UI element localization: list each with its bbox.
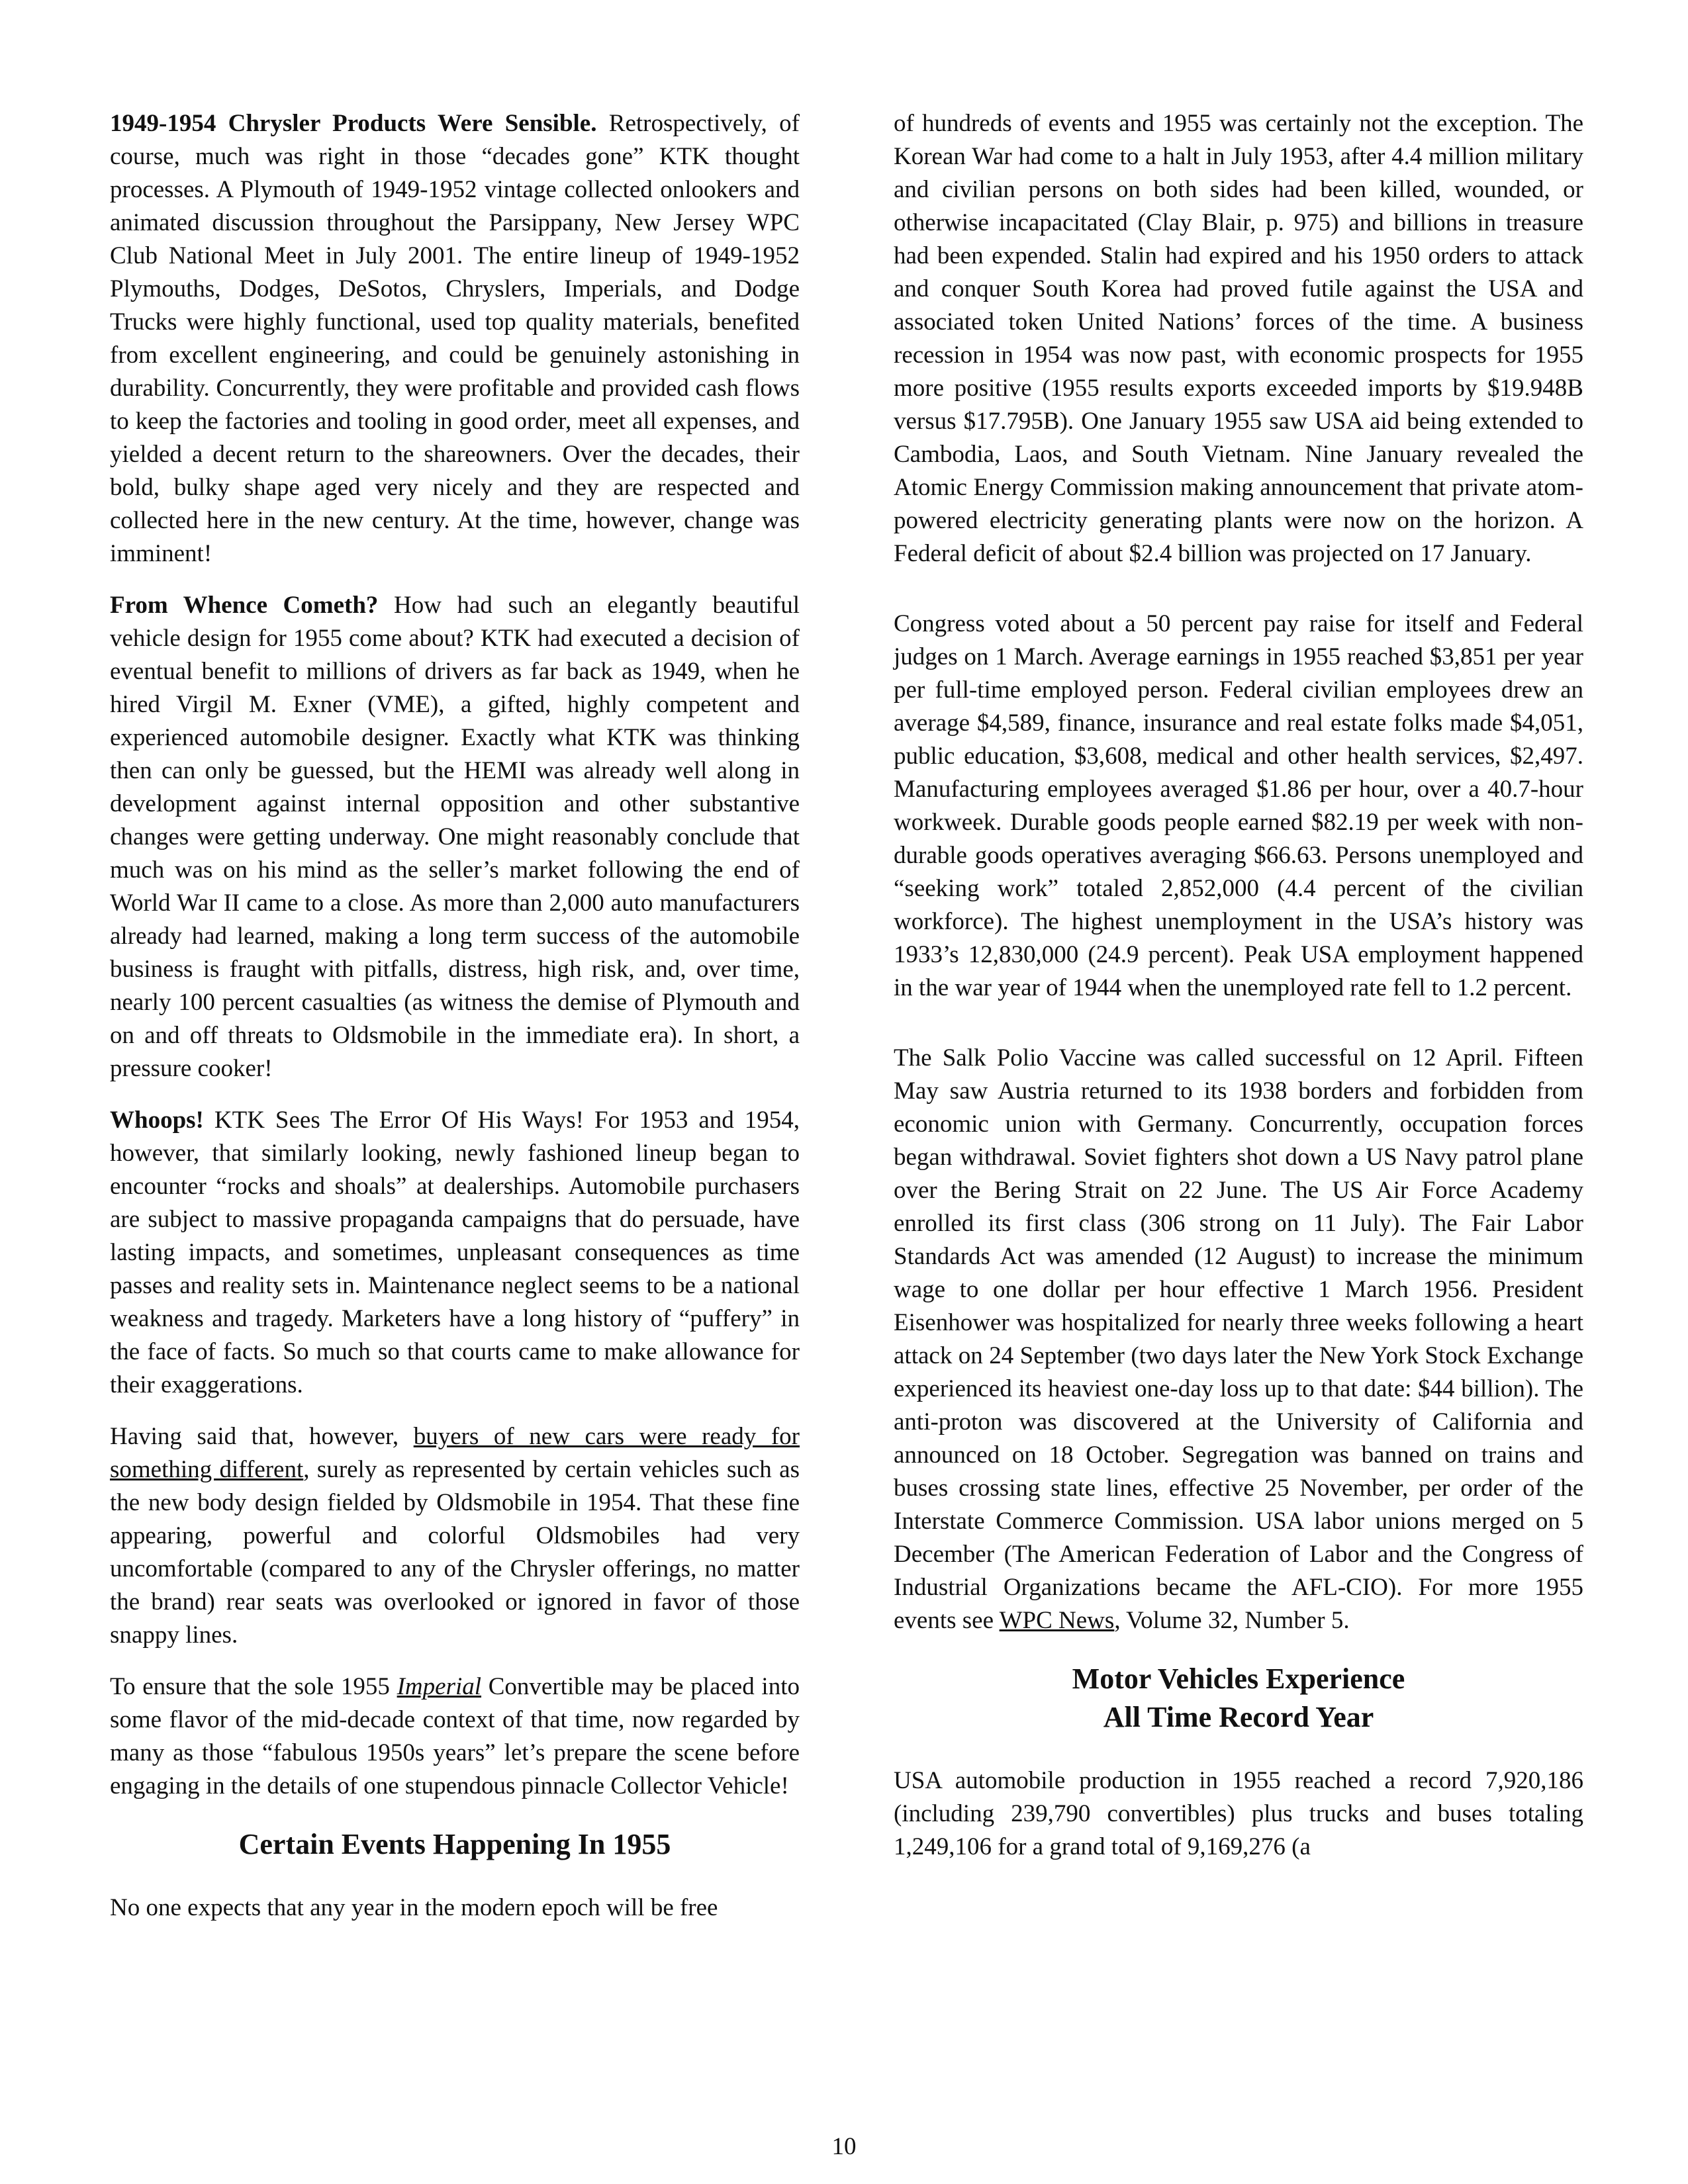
paragraph-text: Retrospectively, of course, much was right in those “decades gone” KTK thought processes. A Plymouth of 1949-1952 vintage collected onlookers and animated discussion throughout the Parsippany, New Jersey WPC Club National Meet in July 2001. The entire lineup of 1949-1952 Plymouths, Dodges, DeSotos, Chryslers, Imperials, and Dodge Trucks were highly functional, used top quality materials, benefited from excellent engineering, and could be genuinely astonishing in durability. Concurrently, they were profitable and provided cash flows to keep the factories and tooling in good order, meet all expenses, and yielded a decent return to the shareowners. Over the decades, their bold, bulky shape aged very nicely and they are respected and collected here in the new century. At the time, however, change was imminent! — [110, 110, 800, 567]
paragraph-imperial-context — [110, 1670, 800, 1803]
paragraph-text: The Salk Polio Vaccine was called successful on 12 April. Fifteen May saw Austria returned to its 1938 borders and forbidden from economic union with Germany. Concurrently, occupation forces began withdrawal. Soviet fighters shot down a US Navy patrol plane over the Bering Strait on 22 June. The US Air Force Academy enrolled its first class (306 strong on 11 July). The Fair Labor Standards Act was amended (12 August) to increase the minimum wage to one dollar per hour effective 1 March 1956. President Eisenhower was hospitalized for nearly three weeks following a heart attack on 24 September (two days later the New York Stock Exchange experienced its heaviest one-day loss up to that date: $44 billion). The anti-proton was discovered at the University of California and announced on 18 October. Segregation was banned on trains and buses crossing state lines, effective 25 November, per order of the Interstate Commerce Commission. USA labor unions merged on 5 December (The American Federation of Labor and the Congress of Industrial Organizations became the AFL-CIO). For more 1955 events see — [894, 1044, 1583, 1634]
paragraph-lead: 1949-1954 Chrysler Products Were Sensible. — [110, 110, 597, 137]
paragraph-whoops — [110, 1104, 800, 1402]
paragraph-lead: From Whence Cometh? — [110, 592, 379, 619]
section-heading-events-1955: Certain Events Happening In 1955 — [238, 1828, 671, 1860]
paragraph-text: KTK Sees The Error Of His Ways! For 1953 and 1954, however, that similarly looking, newly fashioned lineup began to encounter “rocks and shoals” at dealerships. Automobile purchasers are subject to massive propaganda campaigns that do persuade, have lasting impacts, and sometimes, unpleasant consequences as time passes and reality sets in. Maintenance neglect seems to be a national weakness and tragedy. Marketers have a long history of “puffery” in the face of facts. So much so that courts came to make allowance for their exaggerations. — [110, 1107, 800, 1398]
paragraph-buyers — [110, 1420, 800, 1652]
paragraph-chrysler-products — [110, 107, 800, 570]
imperial-emphasis: Imperial — [397, 1673, 482, 1700]
paragraph-hundreds-of-events: of hundreds of events and 1955 was certainly not the exception. The Korean War had come to a halt in July 1953, after 4.4 million military and civilian persons on both sides had been killed, wounded, or otherwise incapacitated (Clay Blair, p. 975) and billions in treasure had been expended. Stalin had expired and his 1950 orders to attack and conquer South Korea had proved futile against the USA and associated token United Nations’ forces of the time. A business recession in 1954 was now past, with economic prospects for 1955 more positive (1955 results exports exceeded imports by $19.948B versus $17.795B). One January 1955 saw USA aid being extended to Cambodia, Laos, and South Vietnam. Nine January revealed the Atomic Energy Commission making announcement that private atom-powered electricity generating plants were now on the horizon. A Federal deficit of about $2.4 billion was projected on 17 January. — [894, 110, 1583, 567]
left-column — [110, 107, 800, 1943]
paragraph-auto-production: USA automobile production in 1955 reached a record 7,920,186 (including 239,790 convertibles) plus trucks and buses totaling 1,249,106 for a grand total of 9,169,276 (a — [894, 1767, 1583, 1860]
page-number: 10 — [831, 2133, 857, 2160]
paragraph-congress-pay: Congress voted about a 50 percent pay raise for itself and Federal judges on 1 March. Average earnings in 1955 reached $3,851 per year per full-time employed person. Federal civilian employees drew an average $4,589, finance, insurance and real estate folks made $4,051, public education, $3,608, medical and other health services, $2,497. Manufacturing employees averaged $1.86 per hour, over a 40.7-hour workweek. Durable goods people earned $82.19 per week with non-durable goods operatives averaging $66.63. Persons unemployed and “seeking work” totaled 2,852,000 (4.4 percent of the civilian workforce). The highest unemployment in the USA’s history was 1933’s 12,830,000 (24.9 percent). Peak USA employment happened in the war year of 1944 when the unemployed rate fell to 1.2 percent. — [894, 610, 1583, 1001]
paragraph-text: , Volume 32, Number 5. — [1114, 1607, 1350, 1634]
paragraph-text: , surely as represented by certain vehicles such as the new body design fielded by Oldsmobile in 1954. That these fine appearing, powerful and colorful Oldsmobiles had very uncomfortable (compared to any of the Chrysler offerings, no matter the brand) rear seats was overlooked or ignored in favor of those snappy lines. — [110, 1456, 800, 1649]
paragraph-no-one-expects: No one expects that any year in the modern epoch will be free — [110, 1894, 718, 1921]
paragraph-lead: Whoops! — [110, 1107, 204, 1134]
right-column — [894, 107, 1583, 1882]
heading-line: All Time Record Year — [1103, 1701, 1374, 1733]
section-heading-record-year — [894, 1660, 1583, 1737]
underlined-phrase: buyers of new cars were ready for something different — [110, 1423, 800, 1483]
paragraph-text: To ensure that the sole 1955 — [110, 1673, 397, 1700]
wpc-news-reference: WPC News — [999, 1607, 1115, 1634]
paragraph-salk-vaccine — [894, 1042, 1583, 1637]
paragraph-text: Convertible may be placed into some flavor of the mid-decade context of that time, now regarded by many as those “fabulous 1950s years” let’s prepare the scene before engaging in the details of one stupendous pinnacle Collector Vehicle! — [110, 1673, 800, 1799]
heading-line: Motor Vehicles Experience — [1072, 1662, 1405, 1695]
paragraph-text: How had such an elegantly beautiful vehicle design for 1955 come about? KTK had executed a decision of eventual benefit to millions of drivers as far back as 1949, when he hired Virgil M. Exner (VME), a gifted, highly competent and experienced automobile designer. Exactly what KTK was thinking then can only be guessed, but the HEMI was already well along in development against internal opposition and other substantive changes were getting underway. One might reasonably conclude that much was on his mind as the seller’s market following the end of World War II came to a close. As more than 2,000 auto manufacturers already had learned, making a long term success of the automobile business is fraught with pitfalls, distress, high risk, and, over time, nearly 100 percent casualties (as witness the demise of Plymouth and on and off threats to Oldsmobile in the immediate era). In short, a pressure cooker! — [110, 592, 800, 1082]
paragraph-text: Having said that, however, — [110, 1423, 414, 1450]
paragraph-from-whence — [110, 589, 800, 1085]
